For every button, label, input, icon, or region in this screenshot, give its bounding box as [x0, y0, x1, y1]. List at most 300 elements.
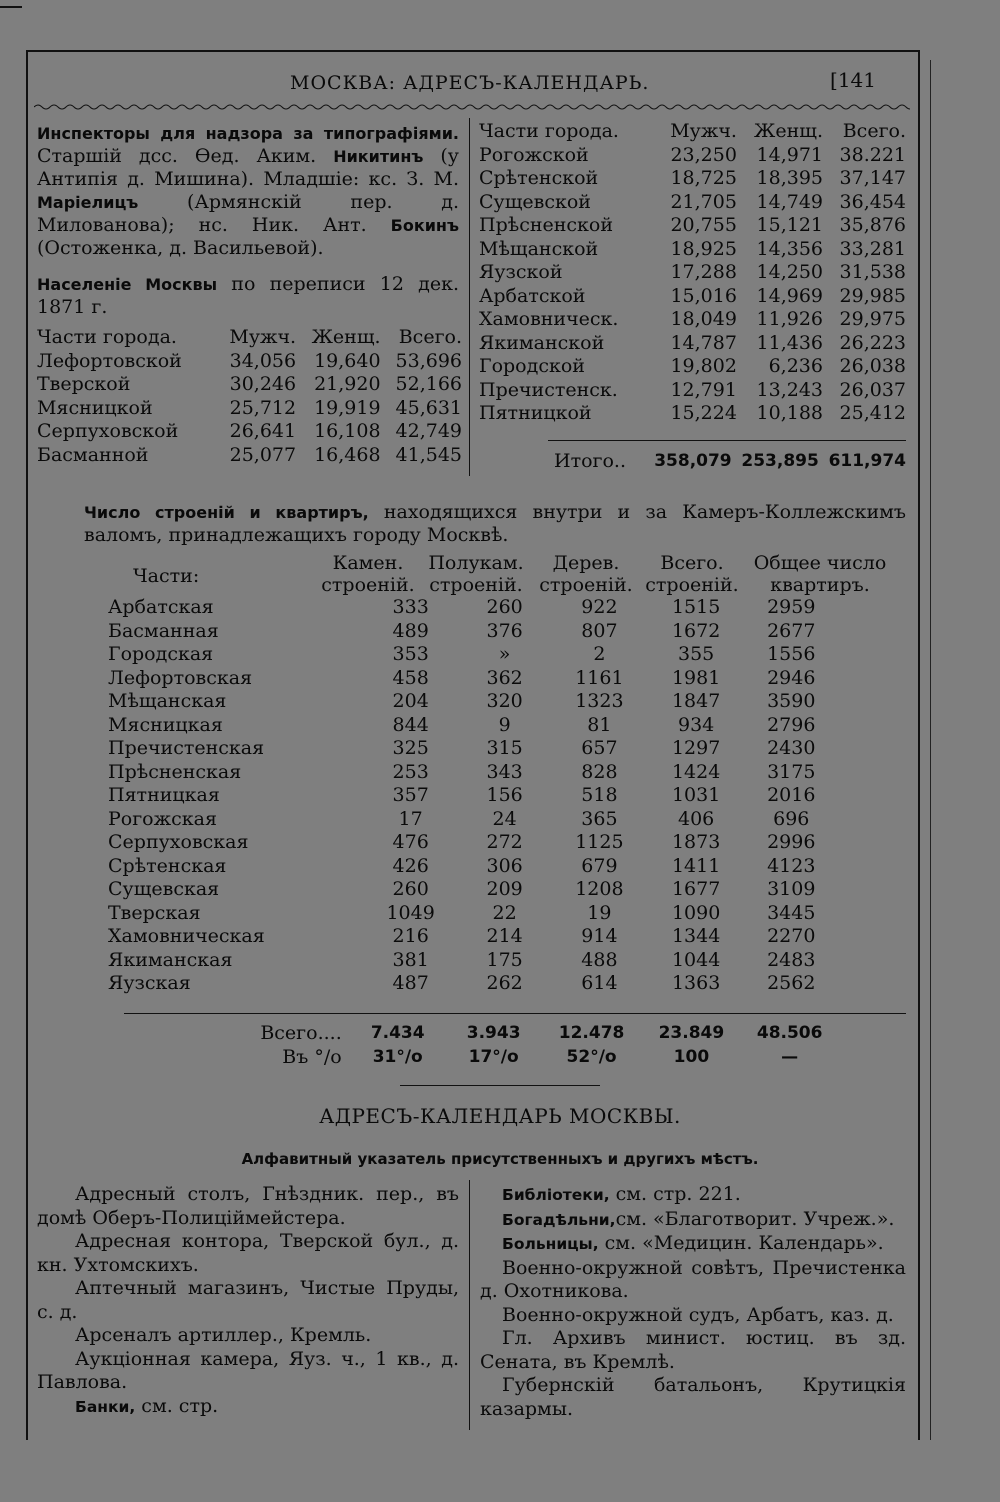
- table-row: [479, 214, 906, 238]
- district-name: Яузской: [479, 261, 563, 283]
- column-header: Части города.: [479, 120, 619, 142]
- building-count: 262: [486, 972, 523, 994]
- district-name: Сущевской: [479, 190, 591, 213]
- district-name: Лефортовской: [37, 349, 182, 372]
- population-value: 25,412: [839, 402, 906, 424]
- buildings-column-header-line: Камен.: [332, 552, 404, 574]
- building-count: 19: [587, 901, 612, 924]
- table-row: [108, 902, 838, 926]
- building-count: 4123: [767, 854, 816, 877]
- building-count: 1044: [671, 948, 721, 971]
- building-count: 807: [581, 619, 618, 642]
- building-count: 1873: [671, 831, 721, 853]
- buildings-total-value: 12.478: [558, 1023, 625, 1043]
- buildings-heading: Число строеній и квартиръ,: [84, 503, 369, 522]
- population-value: 21,705: [670, 190, 737, 213]
- buildings-percent-value: 17°/о: [468, 1046, 519, 1067]
- buildings-column-header-line: строеній.: [645, 574, 739, 596]
- building-count: 3590: [767, 690, 816, 712]
- buildings-percent-label: Въ °/о: [282, 1045, 342, 1068]
- building-count: 315: [486, 737, 523, 759]
- table-row: [479, 238, 906, 262]
- building-count: 1049: [386, 901, 435, 924]
- building-count: 325: [392, 737, 429, 759]
- building-count: 476: [392, 831, 429, 853]
- frame-right-border: [918, 50, 920, 1440]
- population-value: 25,077: [229, 443, 297, 466]
- population-value: 38.221: [839, 143, 906, 166]
- buildings-column-header-line: Дерев.: [552, 552, 620, 574]
- building-count: 209: [486, 878, 523, 900]
- population-value: 18,395: [756, 167, 823, 189]
- building-count: 2430: [767, 737, 816, 759]
- building-count: 2483: [767, 948, 816, 971]
- table-row: [108, 855, 838, 879]
- table-row: [108, 808, 838, 832]
- table-row: [479, 285, 906, 309]
- column-divider-bottom: [469, 1180, 470, 1430]
- district-name: Лефортовская: [108, 666, 253, 689]
- index-entry: Гл. Архивъ минист. юстиц. въ зд. Сената, въ Кремлѣ.: [480, 1327, 906, 1373]
- building-count: 1424: [671, 760, 721, 783]
- index-entry-almshouses-bold: Богадѣльни,: [502, 1210, 616, 1229]
- building-count: 253: [392, 760, 429, 783]
- table-row: [108, 925, 838, 949]
- buildings-paragraph: [84, 501, 906, 547]
- district-name: Яузская: [108, 972, 191, 994]
- population-value: 26,223: [839, 331, 906, 354]
- frame-left-border: [26, 50, 28, 1440]
- population-value: 16,108: [314, 420, 381, 442]
- table-row: [37, 444, 462, 468]
- population-value: 18,049: [670, 308, 737, 330]
- building-count: 2996: [767, 831, 816, 853]
- population-value: 10,188: [756, 402, 823, 424]
- index-left-column: [37, 1183, 459, 1419]
- building-count: 156: [486, 784, 523, 806]
- building-count: 2677: [767, 619, 816, 642]
- table-row: [479, 261, 906, 285]
- table-row: [108, 784, 838, 808]
- building-count: 320: [486, 690, 523, 712]
- district-name: Рогожской: [479, 143, 589, 166]
- table-row: [108, 667, 838, 691]
- population-total-men: 358,079: [654, 451, 732, 471]
- building-count: 216: [392, 925, 429, 947]
- building-count: 3175: [767, 760, 816, 783]
- population-value: 11,926: [756, 308, 823, 330]
- population-total-all: 611,974: [828, 451, 906, 471]
- district-name: Прѣсненской: [479, 214, 614, 236]
- district-name: Рогожская: [108, 807, 217, 830]
- population-value: 12,791: [670, 378, 737, 401]
- building-count: 1677: [671, 878, 721, 900]
- population-value: 19,640: [314, 349, 381, 372]
- table-row: [108, 972, 838, 996]
- district-name: Сущевская: [108, 878, 220, 900]
- population-value: 14,969: [756, 284, 823, 307]
- building-count: 1208: [575, 878, 624, 900]
- building-count: 2270: [767, 925, 816, 947]
- buildings-text: находящихся внутри и за Камеръ-Коллежскимъ валомъ, принадлежащихъ городу Москвѣ.: [84, 501, 906, 546]
- district-name: Мѣщанской: [479, 237, 599, 260]
- district-name: Мясницкой: [37, 396, 153, 419]
- building-count: 306: [486, 854, 523, 877]
- population-value: 14,356: [756, 237, 823, 260]
- index-entry-banks: [37, 1395, 459, 1420]
- building-count: 2959: [767, 596, 816, 618]
- population-value: 45,631: [395, 396, 462, 419]
- building-count: 1515: [671, 596, 721, 618]
- district-name: Хамовническ.: [479, 308, 619, 330]
- population-value: 14,787: [670, 331, 737, 354]
- district-name: Мѣщанская: [108, 690, 227, 712]
- population-value: 30,246: [229, 373, 297, 395]
- building-count: »: [498, 643, 511, 665]
- buildings-column-header: [745, 552, 895, 596]
- buildings-percent-value: 52°/о: [566, 1046, 617, 1067]
- population-table-right: [479, 120, 906, 426]
- table-row: [37, 397, 462, 421]
- building-count: 365: [581, 807, 618, 830]
- population-value: 29,975: [839, 308, 906, 330]
- building-count: 487: [392, 972, 429, 994]
- population-table-left-header: [37, 326, 462, 350]
- table-row: [108, 643, 838, 667]
- building-count: 1672: [671, 619, 721, 642]
- district-name: Городской: [479, 355, 585, 377]
- building-count: 844: [392, 713, 429, 736]
- population-value: 33,281: [839, 237, 906, 260]
- index-entry-hospitals-bold: Больницы,: [502, 1235, 599, 1253]
- building-count: 3445: [767, 901, 816, 924]
- buildings-column-header-line: Общее число: [753, 552, 887, 574]
- building-count: 2: [593, 643, 606, 665]
- population-total-women: 253,895: [741, 451, 819, 471]
- inspectors-text-3: (Армянскій пер. д. Милованова); нс. Ник. Ант.: [37, 191, 459, 236]
- table-row: [108, 714, 838, 738]
- building-count: 17: [398, 807, 423, 830]
- building-count: 1323: [575, 690, 624, 712]
- building-count: 657: [581, 737, 618, 759]
- building-count: 614: [581, 972, 618, 994]
- population-value: 11,436: [756, 331, 823, 354]
- building-count: 9: [498, 713, 511, 736]
- population-value: 41,545: [395, 443, 462, 466]
- buildings-column-header-line: квартиръ.: [770, 574, 870, 596]
- district-name: Пятницкой: [479, 402, 592, 424]
- building-count: 488: [581, 948, 618, 971]
- column-header: Женщ.: [311, 326, 381, 348]
- table-row: [108, 690, 838, 714]
- table-row: [479, 167, 906, 191]
- table-row: [479, 402, 906, 426]
- district-name: Пречистенская: [108, 737, 265, 759]
- table-row: [108, 737, 838, 761]
- inspectors-text-1: Старшій дсс. Ѳед. Аким.: [37, 145, 334, 167]
- buildings-percent-value: 31°/о: [372, 1046, 423, 1067]
- building-count: 1125: [575, 831, 624, 853]
- buildings-total-value: 48.506: [756, 1023, 823, 1043]
- buildings-parts-header: Части:: [133, 565, 200, 587]
- district-name: Тверской: [37, 373, 131, 395]
- population-value: 18,725: [670, 167, 737, 189]
- inspector-name-1: Никитинъ: [333, 147, 424, 166]
- district-name: Срѣтенской: [479, 167, 599, 189]
- column-header: Части города.: [37, 326, 177, 348]
- index-entry-hospitals-text: см. «Медицин. Календарь».: [598, 1232, 884, 1254]
- building-count: 343: [486, 760, 523, 783]
- population-table-left: [37, 326, 462, 467]
- building-count: 828: [581, 760, 618, 783]
- population-value: 26,641: [229, 420, 297, 442]
- frame-right-edge: [930, 60, 931, 1440]
- buildings-percent-row: [108, 1046, 838, 1070]
- population-total-label: Итого..: [554, 450, 626, 472]
- population-value: 35,876: [839, 214, 906, 236]
- building-count: 1090: [671, 901, 721, 924]
- table-row: [108, 949, 838, 973]
- index-entry: Губернскій батальонъ, Крутицкія казармы.: [480, 1374, 906, 1420]
- index-entry-almshouses-text: см. «Благотворит. Учреж.».: [615, 1207, 895, 1230]
- table-row: [37, 373, 462, 397]
- district-name: Басманной: [37, 443, 149, 466]
- table-row: [479, 308, 906, 332]
- table-row: [108, 596, 838, 620]
- buildings-total-value: 3.943: [466, 1023, 521, 1043]
- population-value: 21,920: [314, 373, 381, 395]
- building-count: 696: [773, 807, 810, 830]
- building-count: 458: [392, 666, 429, 689]
- buildings-total-rule: [124, 1013, 906, 1014]
- building-count: 426: [392, 854, 429, 877]
- building-count: 1031: [671, 784, 721, 806]
- inspectors-heading: Инспекторы для надзора за типографіями.: [37, 124, 459, 143]
- inspector-name-2: Маріелицъ: [37, 193, 139, 212]
- population-value: 13,243: [756, 378, 823, 401]
- building-count: 3109: [767, 878, 816, 900]
- column-header: Всего.: [842, 120, 906, 142]
- building-count: 922: [581, 596, 618, 618]
- population-table-right-header: [479, 120, 906, 144]
- building-count: 24: [492, 807, 517, 830]
- population-total-row: [479, 450, 906, 474]
- buildings-column-header-line: Всего.: [660, 552, 724, 574]
- buildings-column-header-line: строеній.: [539, 574, 633, 596]
- index-entry: Аптечный магазинъ, Чистые Пруды, с. д.: [37, 1277, 459, 1323]
- building-count: 934: [678, 713, 715, 736]
- index-entry-banks-bold: Банки,: [75, 1397, 136, 1416]
- column-header: Мужч.: [229, 326, 297, 348]
- frame-top-border: [26, 50, 918, 52]
- population-value: 29,985: [839, 284, 906, 307]
- table-row: [479, 144, 906, 168]
- building-count: 81: [587, 713, 612, 736]
- building-count: 376: [486, 619, 523, 642]
- building-count: 381: [392, 948, 429, 971]
- population-heading: Населеніе Москвы: [37, 275, 218, 294]
- district-name: Серпуховской: [37, 420, 179, 442]
- index-entry-banks-text: см. стр.: [135, 1394, 219, 1417]
- index-entry: Адресный столъ, Гнѣздник. пер., въ домѣ Оберъ-Полицiймейстера.: [37, 1183, 459, 1229]
- page-header-title: МОСКВА: АДРЕСЪ-КАЛЕНДАРЬ.: [290, 72, 650, 94]
- population-value: 26,038: [839, 355, 906, 377]
- index-entry-hospitals: [480, 1232, 906, 1257]
- district-name: Пятницкая: [108, 784, 220, 806]
- building-count: 1411: [671, 854, 721, 877]
- column-divider-top: [469, 118, 470, 476]
- building-count: 914: [581, 925, 618, 947]
- population-value: 15,121: [756, 214, 823, 236]
- population-value: 34,056: [229, 349, 297, 372]
- population-value: 19,802: [670, 355, 737, 377]
- district-name: Серпуховская: [108, 831, 249, 853]
- district-name: Городская: [108, 643, 214, 665]
- inspectors-paragraph: [37, 122, 459, 260]
- building-count: 1847: [671, 690, 721, 712]
- building-count: 1297: [671, 737, 721, 759]
- population-value: 14,971: [756, 143, 823, 166]
- table-row: [37, 350, 462, 374]
- building-count: 2562: [767, 972, 816, 994]
- population-text: по переписи 12 дек. 1871 г.: [37, 273, 459, 318]
- building-count: 355: [678, 643, 715, 665]
- building-count: 489: [392, 619, 429, 642]
- population-value: 15,016: [670, 284, 737, 307]
- population-value: 20,755: [670, 214, 737, 236]
- building-count: 1363: [671, 972, 721, 994]
- population-value: 36,454: [839, 190, 906, 213]
- population-paragraph: [37, 273, 459, 319]
- population-value: 31,538: [839, 261, 906, 283]
- population-value: 52,166: [395, 373, 462, 395]
- table-row: [108, 878, 838, 902]
- table-row: [479, 332, 906, 356]
- table-row: [479, 191, 906, 215]
- building-count: 175: [486, 948, 523, 971]
- buildings-total-label: Всего....: [260, 1022, 342, 1044]
- population-value: 26,037: [839, 378, 906, 401]
- column-header: Мужч.: [670, 120, 737, 142]
- building-count: 1344: [671, 925, 721, 947]
- population-value: 18,925: [670, 237, 737, 260]
- building-count: 204: [392, 690, 429, 712]
- population-value: 42,749: [395, 420, 462, 442]
- district-name: Тверская: [108, 901, 201, 924]
- address-calendar-subtitle: Алфавитный указатель присутственныхъ и другихъ мѣстъ.: [241, 1150, 759, 1168]
- district-name: Арбатской: [479, 284, 586, 307]
- district-name: Мясницкая: [108, 713, 223, 736]
- inspectors-text-4: (Остоженка, д. Васильевой).: [37, 237, 324, 259]
- building-count: 518: [581, 784, 618, 806]
- corner-mark: [0, 6, 22, 8]
- population-value: 23,250: [670, 143, 737, 166]
- table-row: [108, 620, 838, 644]
- building-count: 1981: [671, 666, 721, 689]
- page-number: [141: [830, 68, 876, 92]
- address-calendar-title: АДРЕСЪ-КАЛЕНДАРЬ МОСКВЫ.: [319, 1104, 681, 1128]
- index-entry-libraries-text: см. стр. 221.: [609, 1183, 741, 1205]
- buildings-table: [108, 596, 838, 996]
- population-value: 6,236: [768, 355, 823, 377]
- population-value: 14,749: [756, 190, 823, 213]
- building-count: 362: [486, 666, 523, 689]
- population-value: 53,696: [395, 349, 462, 372]
- table-row: [108, 831, 838, 855]
- building-count: 2016: [767, 784, 816, 806]
- buildings-total-value: 7.434: [370, 1023, 425, 1043]
- index-entry: Аукціонная камера, Яуз. ч., 1 кв., д. Павлова.: [37, 1347, 459, 1393]
- buildings-column-header-line: Полукам.: [428, 552, 524, 574]
- ornamental-rule: [34, 101, 910, 113]
- population-value: 15,224: [670, 402, 737, 424]
- district-name: Пречистенск.: [479, 378, 618, 401]
- table-row: [37, 420, 462, 444]
- table-row: [479, 355, 906, 379]
- building-count: 260: [392, 878, 429, 900]
- column-header: Женщ.: [754, 120, 823, 142]
- district-name: Якиманская: [108, 948, 233, 971]
- building-count: 214: [486, 925, 523, 947]
- buildings-totals: [108, 1022, 838, 1069]
- index-entry-libraries: [480, 1183, 906, 1208]
- building-count: 1556: [767, 643, 816, 665]
- district-name: Якиманской: [479, 331, 605, 354]
- buildings-column-header-line: строеній.: [321, 574, 415, 596]
- buildings-total-value: 23.849: [658, 1023, 725, 1043]
- district-name: Срѣтенская: [108, 854, 227, 877]
- buildings-percent-value: 100: [673, 1046, 710, 1067]
- column-header: Всего.: [398, 326, 462, 348]
- building-count: 406: [678, 807, 715, 830]
- population-value: 25,712: [229, 396, 297, 419]
- building-count: 2796: [767, 713, 816, 736]
- buildings-total-row: [108, 1022, 838, 1046]
- index-entry-almshouses: [480, 1208, 906, 1233]
- buildings-percent-value: —: [781, 1046, 799, 1067]
- table-row: [479, 379, 906, 403]
- population-value: 37,147: [839, 167, 906, 189]
- district-name: Арбатская: [108, 596, 214, 618]
- population-value: 17,288: [670, 261, 737, 283]
- district-name: Басманная: [108, 619, 219, 642]
- index-entry: Военно-окружной судъ, Арбатъ, каз. д.: [502, 1303, 894, 1326]
- index-entry: Адресная контора, Тверской бул., д. кн. Ухтомскихъ.: [37, 1230, 459, 1276]
- building-count: 333: [392, 596, 429, 618]
- building-count: 22: [492, 901, 517, 924]
- building-count: 272: [486, 831, 523, 853]
- index-right-column: [480, 1183, 906, 1421]
- population-total-rule: [548, 440, 906, 441]
- population-value: 16,468: [314, 443, 381, 466]
- building-count: 1161: [575, 666, 624, 689]
- section-separator-rule: [400, 1085, 600, 1086]
- index-entry: Арсеналъ артиллер., Кремль.: [75, 1324, 372, 1346]
- population-value: 19,919: [314, 396, 381, 419]
- building-count: 260: [486, 596, 523, 618]
- district-name: Прѣсненская: [108, 760, 242, 783]
- inspectors-text-2: (у Антипія д. Мишина). Младшіе: кс. З. М.: [37, 145, 459, 190]
- population-value: 14,250: [756, 261, 823, 283]
- district-name: Хамовническая: [108, 925, 265, 947]
- table-row: [108, 761, 838, 785]
- building-count: 357: [392, 784, 429, 806]
- building-count: 2946: [767, 666, 816, 689]
- inspector-name-3: Бокинъ: [390, 216, 459, 235]
- building-count: 353: [392, 643, 429, 665]
- index-entry-libraries-bold: Библіотеки,: [502, 1186, 610, 1204]
- building-count: 679: [581, 854, 618, 877]
